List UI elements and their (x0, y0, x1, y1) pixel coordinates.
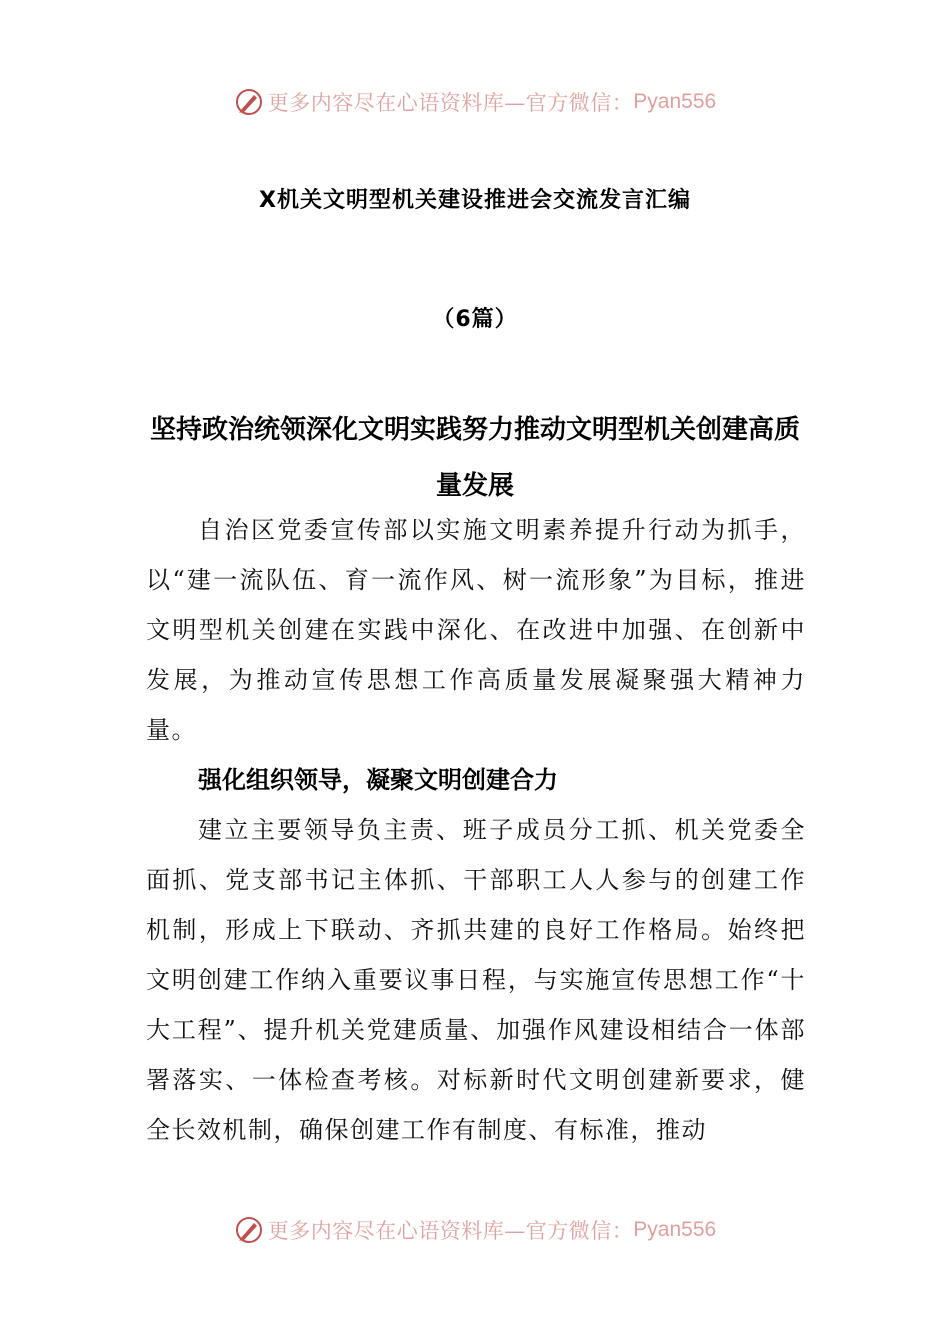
section-heading-line2: 量发展 (435, 471, 514, 501)
watermark-wechat-id: Pyan556 (633, 90, 717, 113)
pen-circle-logo-icon (234, 1215, 264, 1245)
watermark-wechat-id: Pyan556 (633, 1218, 717, 1241)
paragraph-body: 建立主要领导负主责、班子成员分工抓、机关党委全面抓、党支部书记主体抓、干部职工人人参与的创建工作机制，形成上下联动、齐抓共建的良好工作格局。始终把文明创建工作纳入重要议事日程，与实施宣传思想工作“十大工程”、提升机关党建质量、加强作风建设相结合一体部署落实、一体检查考核。对标新时代文明创建新要求，健全长效机制，确保创建工作有制度、有标准，推动 (146, 816, 806, 1144)
section-heading-line1: 坚持政治统领深化文明实践努力推动文明型机关创建高质 (149, 415, 800, 445)
paragraph-intro: 自治区党委宣传部以实施文明素养提升行动为抓手，以“建一流队伍、育一流作风、树一流形象”为目标，推进文明型机关创建在实践中深化、在改进中加强、在创新中发展，为推动宣传思想工作高质量发展凝聚强大精神力量。 (146, 516, 806, 744)
subheading: 强化组织领导，凝聚文明创建合力 (198, 766, 558, 794)
section-heading (0, 402, 950, 514)
document-title: X机关文明型机关建设推进会交流发言汇编 (259, 188, 691, 213)
document-count: （6篇） (432, 307, 518, 332)
watermark-banner-bottom (0, 1210, 950, 1250)
pen-circle-logo-icon (234, 87, 264, 117)
watermark-text: 更多内容尽在心语资料库—官方微信： (267, 1219, 634, 1243)
watermark-banner-top (0, 82, 950, 122)
watermark-text: 更多内容尽在心语资料库—官方微信： (267, 91, 634, 115)
